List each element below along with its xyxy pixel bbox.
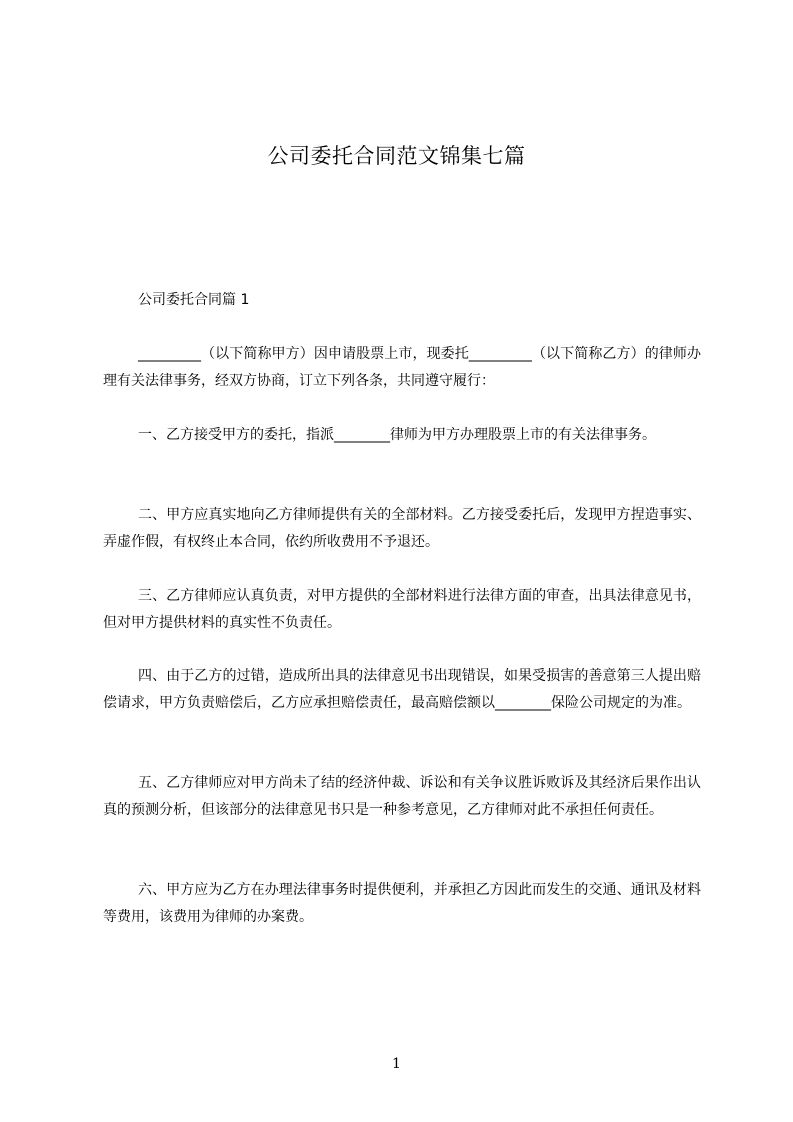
paragraph-preamble: _________（以下简称甲方）因申请股票上市，现委托_________（以下简称乙方）的律师办理有关法律事务，经双方协商，订立下列各条，共同遵守履行： (103, 346, 701, 389)
document-title: 公司委托合同范文锦集七篇 (267, 144, 526, 168)
paragraph-clause-3: 三、乙方律师应认真负责，对甲方提供的全部材料进行法律方面的审查，出具法律意见书，但对甲方提供材料的真实性不负责任。 (103, 588, 701, 631)
paragraph-clause-4: 四、由于乙方的过错，造成所出具的法律意见书出现错误，如果受损害的善意第三人提出赔偿请求，甲方负责赔偿后，乙方应承担赔偿责任，最高赔偿额以________保险公司规定的为准。 (103, 668, 701, 711)
paragraph-clause-6: 六、甲方应为乙方在办理法律事务时提供便利，并承担乙方因此而发生的交通、通讯及材料等费用，该费用为律师的办案费。 (103, 882, 701, 925)
page-number: 1 (392, 1056, 401, 1072)
section-heading: 公司委托合同篇 1 (138, 292, 250, 308)
paragraph-clause-5: 五、乙方律师应对甲方尚未了结的经济仲裁、诉讼和有关争议胜诉败诉及其经济后果作出认真的预测分析，但该部分的法律意见书只是一种参考意见，乙方律师对此不承担任何责任。 (103, 775, 701, 818)
paragraph-clause-2: 二、甲方应真实地向乙方律师提供有关的全部材料。乙方接受委托后，发现甲方捏造事实、弄虚作假，有权终止本合同，依约所收费用不予退还。 (103, 507, 701, 550)
paragraph-clause-1: 一、乙方接受甲方的委托，指派________律师为甲方办理股票上市的有关法律事务。 (138, 427, 656, 443)
